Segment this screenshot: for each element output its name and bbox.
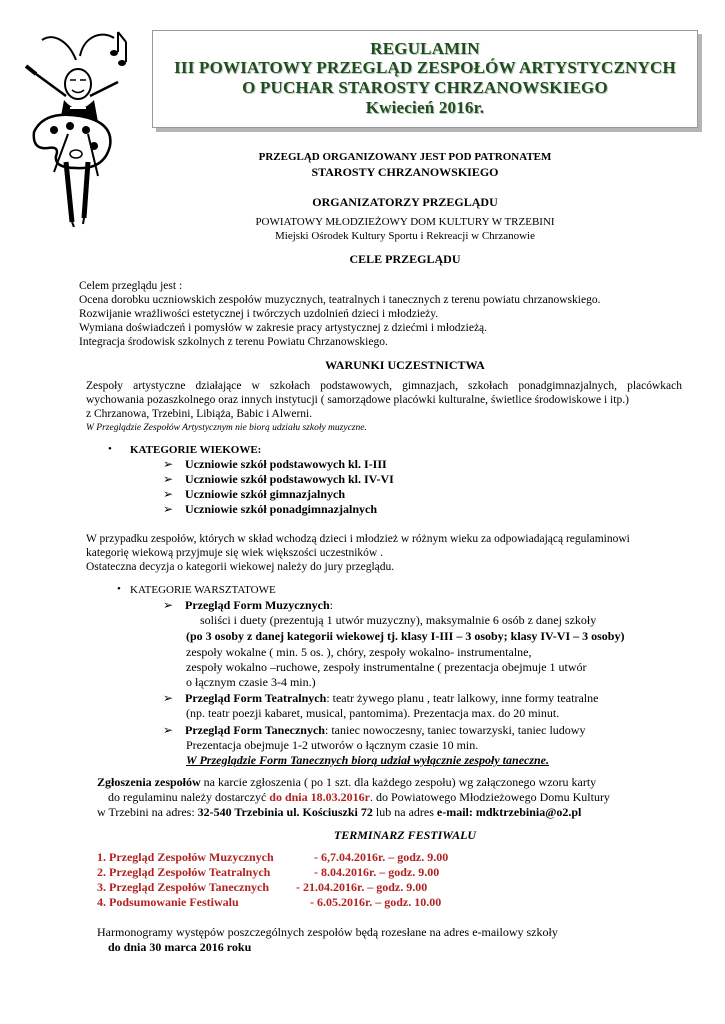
- arrow-bullet-icon: ➢: [163, 457, 174, 471]
- theatre-forms-heading: [185, 692, 598, 706]
- applications-deadline: do dnia 18.03.2016r: [269, 790, 370, 804]
- footer-line1: Harmonogramy występów poszczególnych zespołów będą rozesłane na adres e-mailowy szkoły: [97, 925, 558, 939]
- goal-item: Rozwijanie wrażliwości estetycznej i twórczych uzdolnień dzieci i młodzieży.: [79, 308, 439, 320]
- title-regulamin: REGULAMIN: [370, 39, 480, 58]
- applications-line1-rest: na karcie zgłoszenia ( po 1 szt. dla każdego zespołu) wg załączonego wzoru karty: [200, 775, 597, 789]
- conditions-line3: z Chrzanowa, Trzebini, Libiąża, Babic i Alwerni.: [86, 408, 313, 420]
- conditions-note: W Przeglądzie Zespołów Artystycznym nie biorą udziału szkoły muzyczne.: [86, 423, 367, 433]
- theatre-forms-text: : teatr żywego planu , teatr lalkowy, inne formy teatralne: [326, 691, 599, 705]
- conditions-line2: wychowania pozaszkolnego oraz innych instytucji ( samorządowe placówki kulturalne, świetlice środowiskowe i itp.): [86, 394, 629, 406]
- dance-forms-text: : taniec nowoczesny, taniec towarzyski, taniec ludowy: [324, 723, 586, 737]
- age-category-item: Uczniowie szkół gimnazjalnych: [185, 487, 345, 501]
- arrow-bullet-icon: ➢: [163, 502, 174, 516]
- schedule-row-date: - 21.04.2016r. – godz. 9.00: [296, 880, 428, 894]
- organizer-moksir: Miejski Ośrodek Kultury Sportu i Rekreacji w Chrzanowie: [275, 230, 535, 242]
- workshop-categories-heading: KATEGORIE WARSZTATOWE: [130, 584, 276, 596]
- applications-line2-a: do regulaminu należy dostarczyć: [108, 790, 270, 804]
- schedule-heading: TERMINARZ FESTIWALU: [333, 828, 477, 842]
- footer-line2: do dnia 30 marca 2016 roku: [108, 940, 252, 954]
- arrow-bullet-icon: ➢: [163, 598, 174, 612]
- age-category-item: Uczniowie szkół podstawowych kl. IV-VI: [185, 472, 394, 486]
- goal-item: Ocena dorobku uczniowskich zespołów muzycznych, teatralnych i tanecznych z terenu powiatu chrzanowskiego.: [79, 294, 601, 306]
- bullet-icon: •: [108, 443, 112, 455]
- goals-heading: CELE PRZEGLĄDU: [349, 252, 461, 266]
- dance-line2: Prezentacja obejmuje 1-2 utworów o łącznym czasie 10 min.: [186, 738, 479, 752]
- arrow-bullet-icon: ➢: [163, 472, 174, 486]
- schedule-row-name: 1. Przegląd Zespołów Muzycznych: [97, 850, 274, 864]
- schedule-row-date: - 6,7.04.2016r. – godz. 9.00: [314, 850, 449, 864]
- music-line: soliści i duety (prezentują 1 utwór muzyczny), maksymalnie 6 osób z danej szkoły: [200, 613, 597, 627]
- patronage-line2: STAROSTY CHRZANOWSKIEGO: [311, 165, 499, 179]
- schedule-row-name: 3. Przegląd Zespołów Tanecznych: [97, 880, 270, 894]
- goals-intro: Celem przeglądu jest :: [79, 280, 183, 292]
- title-event: III POWIATOWY PRZEGLĄD ZESPOŁÓW ARTYSTYCZNYCH: [174, 58, 676, 77]
- dance-note: W Przeglądzie Form Tanecznych biorą udział wyłącznie zespoły taneczne.: [186, 753, 550, 767]
- music-line: (po 3 osoby z danej kategorii wiekowej tj. klasy I-III – 3 osoby; klasy IV-VI – 3 osoby): [186, 629, 625, 643]
- age-category-item: Uczniowie szkół ponadgimnazjalnych: [185, 502, 378, 516]
- age-category-item: Uczniowie szkół podstawowych kl. I-III: [185, 457, 387, 471]
- organizers-heading: ORGANIZATORZY PRZEGLĄDU: [312, 195, 498, 209]
- music-forms-title: Przegląd Form Muzycznych: [185, 598, 330, 612]
- music-forms-colon: :: [329, 598, 333, 612]
- applications-line3-b: lub na adres: [372, 805, 437, 819]
- schedule-row-date: - 6.05.2016r. – godz. 10.00: [310, 895, 442, 909]
- theatre-line2: (np. teatr poezji kabaret, musical, pantomima). Prezentacja max. do 20 minut.: [186, 706, 560, 720]
- arrow-bullet-icon: ➢: [163, 723, 174, 737]
- arrow-bullet-icon: ➢: [163, 691, 174, 705]
- music-forms-heading: [185, 599, 333, 613]
- schedule-row-date: - 8.04.2016r. – godz. 9.00: [314, 865, 440, 879]
- arrow-bullet-icon: ➢: [163, 487, 174, 501]
- theatre-forms-title: Przegląd Form Teatralnych: [185, 691, 327, 705]
- organizer-pmdk: POWIATOWY MŁODZIEŻOWY DOM KULTURY W TRZEBINI: [255, 216, 555, 228]
- title-box: [152, 30, 698, 128]
- applications-email[interactable]: e-mail: mdktrzebinia@o2.pl: [436, 805, 582, 819]
- age-explain-line1: W przypadku zespołów, których w skład wchodzą dzieci i młodzież w różnym wieku za odpowiadającą regulaminowi: [86, 533, 630, 545]
- patronage-line1: PRZEGLĄD ORGANIZOWANY JEST POD PATRONATEM: [258, 151, 552, 163]
- conditions-line1: Zespoły artystyczne działające w szkołach podstawowych, gimnazjach, szkołach ponadgimnazjalnych, placówkach: [86, 380, 682, 392]
- title-trophy: O PUCHAR STAROSTY CHRZANOWSKIEGO: [242, 78, 608, 97]
- conditions-heading: WARUNKI UCZESTNICTWA: [325, 358, 485, 372]
- goal-item: Integracja środowisk szkolnych z terenu Powiatu Chrzanowskiego.: [79, 336, 388, 348]
- applications-line2-b: . do Powiatowego Młodzieżowego Domu Kultury: [369, 790, 610, 804]
- music-line: o łącznym czasie 3-4 min.): [186, 675, 316, 689]
- age-explain-line2: kategorię wiekową przyjmuje się wiek większości uczestników .: [86, 547, 383, 559]
- age-categories-heading: KATEGORIE WIEKOWE:: [130, 444, 262, 456]
- applications-line2: [108, 791, 610, 805]
- applications-line1: [97, 776, 596, 790]
- applications-bold-start: Zgłoszenia zespołów: [97, 775, 201, 789]
- schedule-row-name: 2. Przegląd Zespołów Teatralnych: [97, 865, 271, 879]
- bullet-icon: •: [117, 583, 121, 595]
- age-explain-line3: Ostateczna decyzja o kategorii wiekowej należy do jury przeglądu.: [86, 561, 395, 573]
- dance-forms-title: Przegląd Form Tanecznych: [185, 723, 325, 737]
- title-date: Kwiecień 2016r.: [365, 98, 485, 117]
- dance-forms-heading: [185, 724, 585, 738]
- applications-address: 32-540 Trzebinia ul. Kościuszki 72: [197, 805, 373, 819]
- applications-line3: [97, 806, 581, 820]
- music-line: zespoły wokalno –ruchowe, zespoły instrumentalne ( prezentacja obejmuje 1 utwór: [186, 660, 587, 674]
- schedule-row-name: 4. Podsumowanie Festiwalu: [97, 895, 239, 909]
- applications-line3-a: w Trzebini na adres:: [97, 805, 198, 819]
- music-line: zespoły wokalne ( min. 5 os. ), chóry, zespoły wokalno- instrumentalne,: [186, 645, 532, 659]
- goal-item: Wymiana doświadczeń i pomysłów w zakresie pracy artystycznej z dziećmi i młodzieżą.: [79, 322, 488, 334]
